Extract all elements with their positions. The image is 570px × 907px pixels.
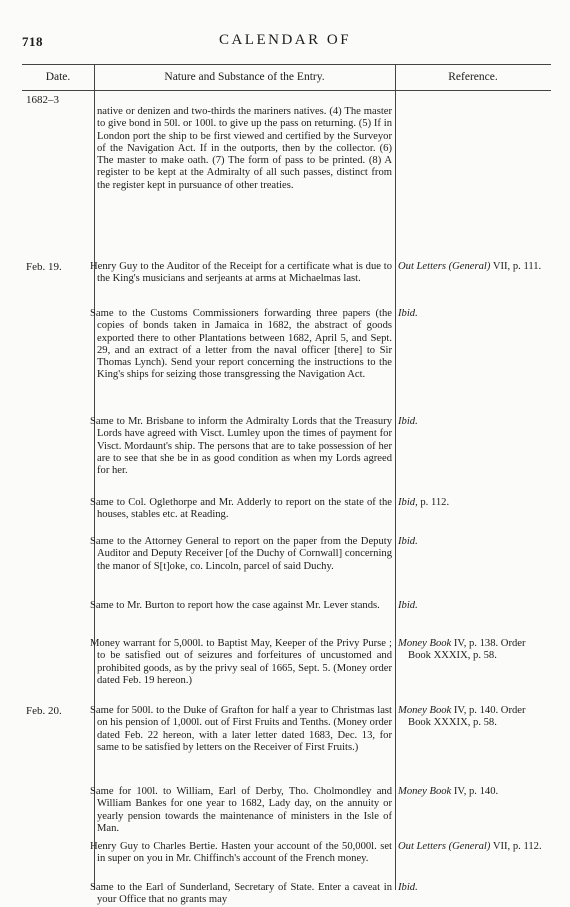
entry-text: native or denizen and two-thirds the mariners natives. (4) The master to give bond in 50l. or 100l. to give up the pass on returning. (5) If in London port the ship to be first viewed and certified by the Surveyor of the Navigation Act. If in the outports, then by the collector. (6) The master to make oath. (7) The form of pass to be printed. (8) A register to be kept at the Admiralty of all such passes, distinct from the register kept in pursuance of other treaties. — [97, 106, 392, 191]
entry-reference: Money Book IV, p. 138. Order Book XXXIX, p. 58. — [398, 638, 526, 662]
entry-reference: Money Book IV, p. 140. Order Book XXXIX, p. 58. — [398, 705, 526, 729]
page-header — [0, 0, 570, 50]
entry-text: Same to Col. Oglethorpe and Mr. Adderly to report on the state of the houses, stables etc. at Reading. — [90, 497, 392, 521]
entry-text: Same to Mr. Burton to report how the case against Mr. Lever stands. — [90, 600, 380, 611]
entry-date: Feb. 20. — [26, 705, 62, 717]
entry-text: Same to the Customs Commissioners forwarding three papers (the copies of bonds taken in Jamaica in 1682, the abstract of goods exported there to other Plantations between 1682, April 5, and Sept. 29, and an extract of a letter from the naval officer [there] to Sir Thomas Lynch). Send your report concerning the instructions to the King's ships for seizing those transgressing the Navigation Act. — [90, 308, 392, 381]
header-reference: Reference. — [448, 71, 498, 83]
entry-text: Henry Guy to the Auditor of the Receipt for a certificate what is due to the King's musicians and serjeants at arms at Michaelmas last. — [90, 261, 392, 285]
calendar-table — [22, 64, 551, 906]
header-entry: Nature and Substance of the Entry. — [164, 71, 325, 83]
page-title: CALENDAR OF — [218, 32, 352, 48]
entry-reference: Out Letters (General) VII, p. 112. — [398, 841, 542, 852]
entry-date: Feb. 19. — [26, 261, 62, 273]
entry-reference: Out Letters (General) VII, p. 111. — [398, 261, 542, 272]
entry-reference: Ibid. — [398, 416, 418, 427]
entry-text: Money warrant for 5,000l. to Baptist May, Keeper of the Privy Purse ; to be satisfied out of seizures and forfeitures of uncustomed and prohibited goods, as by the privy seal of 1665, Sept. 5. (Money order dated Feb. 19 hereon.) — [90, 638, 392, 686]
entry-reference: Money Book IV, p. 140. — [398, 786, 499, 797]
entry-text: Same for 100l. to William, Earl of Derby, Tho. Cholmondley and William Bankes for one year to 1682, Lady day, on the annuity or yearly pension towards the maintenance of ministers in the Isle of Man. — [90, 786, 392, 834]
entry-reference: Ibid. — [398, 308, 418, 319]
entry-text: Same to Mr. Brisbane to inform the Admiralty Lords that the Treasury Lords have agreed with Visct. Lumley upon the times of payment for Visct. Mordaunt's ship. The persons that are to take possession of her are to see that she be in as good condition as when my Lords agreed for her. — [90, 416, 392, 477]
header-date: Date. — [45, 71, 71, 83]
entry-text: Same to the Earl of Sunderland, Secretary of State. Enter a caveat in your Office that no grants may — [90, 882, 392, 906]
entry-reference: Ibid. — [398, 600, 418, 611]
entry-text: Same for 500l. to the Duke of Grafton for half a year to Christmas last on his pension of 1,000l. out of First Fruits and Tenths. (Money order dated Feb. 22 hereon, with a later letter dated 1683, Dec. 13, for same to be satisfied by letters on the Receiver of First Fruits.) — [90, 705, 392, 753]
entry-reference: Ibid, p. 112. — [398, 497, 450, 508]
entry-text: Henry Guy to Charles Bertie. Hasten your account of the 50,000l. set in super on you in Mr. Chiffinch's account of the French money. — [90, 841, 392, 865]
entry-text: Same to the Attorney General to report on the paper from the Deputy Auditor and Deputy Receiver [of the Duchy of Cornwall] concerning the manor of S[t]oke, co. Lincoln, parcel of said Duchy. — [90, 536, 392, 572]
page-number: 718 — [22, 34, 43, 49]
entry-reference: Ibid. — [398, 536, 418, 547]
entry-reference: Ibid. — [398, 882, 418, 893]
entry-date: 1682–3 — [26, 94, 59, 106]
